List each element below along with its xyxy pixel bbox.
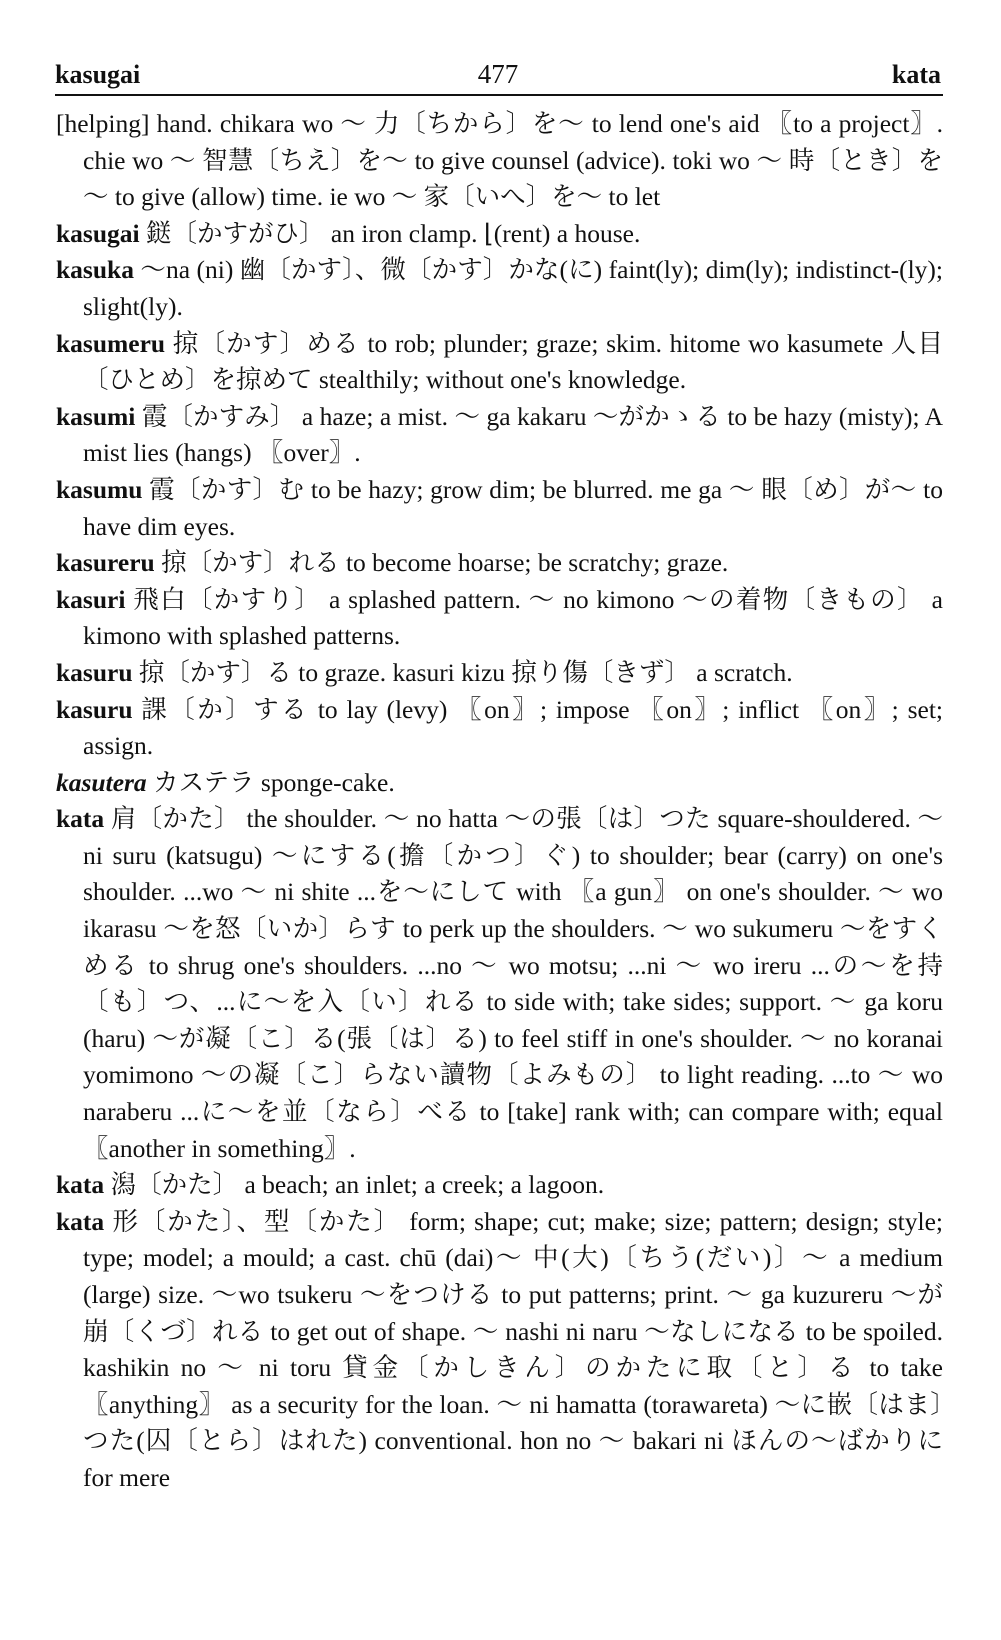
entry-headword: kata <box>56 1206 105 1236</box>
dictionary-entry <box>56 216 943 253</box>
entry-headword: kasumi <box>56 401 136 431</box>
page-number: 477 <box>477 59 519 89</box>
running-header <box>55 50 941 90</box>
entry-headword: kasumu <box>56 474 143 504</box>
dictionary-entry <box>56 655 943 692</box>
entry-definition: 霞〔かすみ〕 a haze; a mist. ～ ga kakaru ～がかゝる to be hazy (misty); A mist lies (hangs) 〖over〗. <box>83 401 943 468</box>
entry-definition: 鎹〔かすがひ〕 an iron clamp. ⌊(rent) a house. <box>139 218 641 248</box>
dictionary-entry <box>56 106 943 216</box>
entry-headword: kasuri <box>56 584 126 614</box>
entry-headword: kata <box>56 1170 105 1200</box>
dictionary-entry <box>56 1167 943 1204</box>
entry-headword: kasugai <box>56 218 140 248</box>
entry-headword: kasumeru <box>56 328 166 358</box>
entry-headword: kasureru <box>56 548 155 578</box>
dictionary-entry <box>56 472 943 545</box>
dictionary-entry <box>56 801 943 1167</box>
entry-headword: kasuru <box>56 657 133 687</box>
dictionary-entry <box>56 252 943 325</box>
entry-definition: 飛白〔かすり〕 a splashed pattern. ～ no kimono ～の着物〔きもの〕 a kimono with splashed patterns. <box>83 584 943 651</box>
entry-headword: kasuka <box>56 255 134 285</box>
dictionary-entry <box>56 399 943 472</box>
entry-definition: カステラ sponge-cake. <box>146 767 395 797</box>
entry-headword: kata <box>56 804 105 834</box>
entry-list <box>56 106 943 1497</box>
header-right-guideword: kata <box>891 60 941 89</box>
entry-headword: kasuru <box>56 694 133 724</box>
dictionary-entry <box>56 545 943 582</box>
entry-definition: 肩〔かた〕 the shoulder. ～ no hatta ～の張〔は〕つた square-shouldered. ～ ni suru (katsugu) ～にする(擔〔かつ〕ぐ) to shoulder; bear (carry) on one's shoulder. ...wo ～ ni shite ...を～にして with 〖a gun〗 on one's shoulder. ～ wo ikarasu ～を怒〔いか〕らす to perk up the shoulders. ～ wo sukumeru ～をすくめる to shrug one's shoulders. ...no ～ wo motsu; ...ni ～ wo ireru ...の～を持〔も〕つ、...に～を入〔い〕れる to side with; take sides; support. ～ ga koru (haru) ～が凝〔こ〕る(張〔は〕る) to feel stiff in one's shoulder. ～ no koranai yomimono ～の凝〔こ〕らない讀物〔よみもの〕 to light reading. ...to ～ wo naraberu ...に～を並〔なら〕べる to [take] rank with; can compare with; equal 〖another in something〗. <box>83 804 943 1163</box>
entry-headword: kasutera <box>56 767 147 797</box>
header-left-guideword: kasugai <box>55 60 141 89</box>
dictionary-entry <box>56 326 943 399</box>
entry-definition: 形〔かた〕、型〔かた〕 form; shape; cut; make; size; pattern; design; style; type; model; a mould; a cast. chū (dai)～ 中(大)〔ちう(だい)〕～ a medium (large) size. ～wo tsukeru ～をつける to put patterns; print. ～ ga kuzureru ～が崩〔くづ〕れる to get out of shape. ～ nashi ni naru ～なしになる to be spoiled. kashikin no ～ ni toru 貸金〔かしきん〕のかたに取〔と〕る to take 〖anything〗 as a security for the loan. ～ ni hamatta (torawareta) ～に嵌〔はま〕つた(囚〔とら〕はれた) conventional. hon no ～ bakari ni ほんの～ばかりに for mere <box>83 1206 943 1492</box>
entry-definition: 掠〔かす〕る to graze. kasuri kizu 掠り傷〔きず〕 a scratch. <box>132 657 793 687</box>
dictionary-entry <box>56 1204 943 1497</box>
dictionary-entry <box>56 582 943 655</box>
entry-definition: 課〔か〕する to lay (levy) 〖on〗; impose 〖on〗; inflict 〖on〗; set; assign. <box>83 694 943 761</box>
header-rule <box>55 94 943 96</box>
dictionary-entry <box>56 765 943 802</box>
entry-definition: ～na (ni) 幽〔かす〕、微〔かす〕かな(に) faint(ly); dim(ly); indistinct-(ly); slight(ly). <box>83 255 943 321</box>
entry-definition: 潟〔かた〕 a beach; an inlet; a creek; a lagoon. <box>104 1170 605 1200</box>
entry-definition: 霞〔かす〕む to be hazy; grow dim; be blurred. me ga ～ 眼〔め〕が～ to have dim eyes. <box>83 474 943 541</box>
entry-definition: [helping] hand. chikara wo ～ 力〔ちから〕を～ to lend one's aid 〖to a project〗. chie wo ～ 智慧〔ちえ〕を～ to give counsel (advice). toki wo ～ 時〔とき〕を～ to give (allow) time. ie wo ～ 家〔いへ〕を～ to let <box>56 109 943 212</box>
entry-definition: 掠〔かす〕める to rob; plunder; graze; skim. hitome wo kasumete 人目〔ひとめ〕を掠めて stealthily; without one's knowledge. <box>83 328 943 395</box>
dictionary-entry <box>56 692 943 765</box>
entry-definition: 掠〔かす〕れる to become hoarse; be scratchy; graze. <box>154 548 729 578</box>
